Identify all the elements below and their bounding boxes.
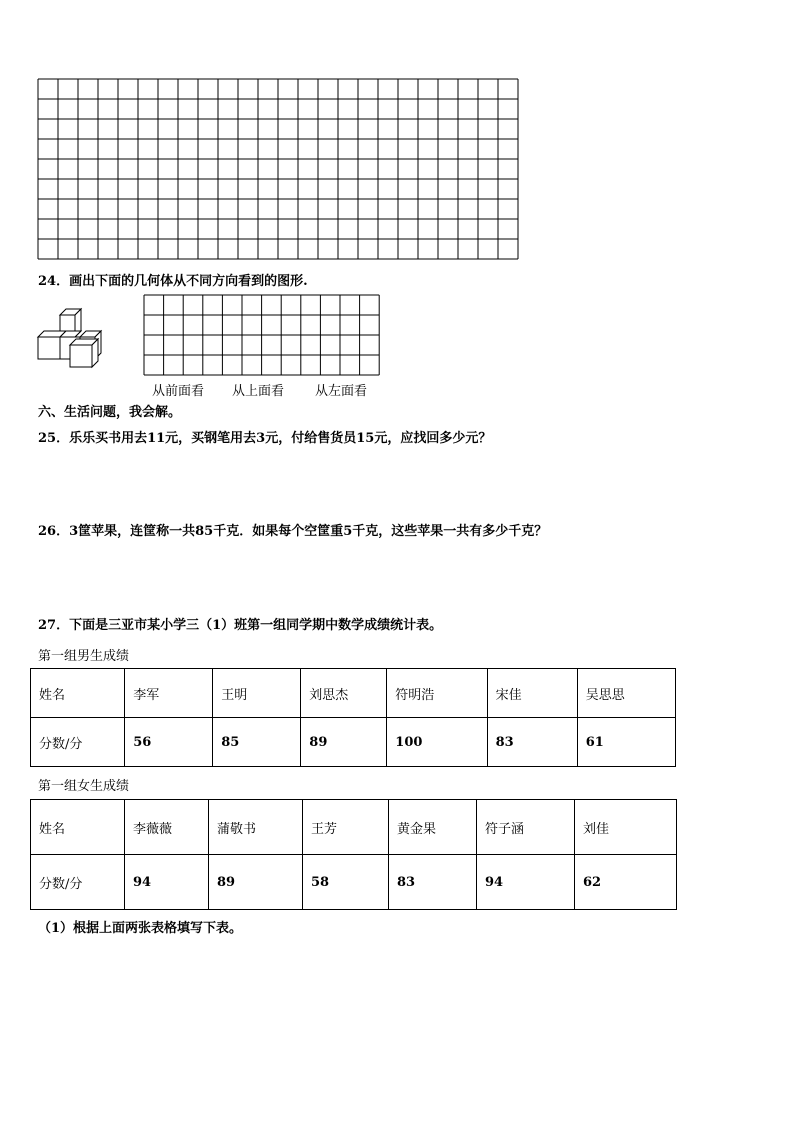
boys-table-title: 第一组男生成绩 bbox=[38, 649, 130, 664]
question-25: 25．乐乐买书用去11元，买钢笔用去3元，付给售货员15元，应找回多少元？ bbox=[38, 431, 492, 446]
question-26: 26．3筐苹果，连筐称一共85千克．如果每个空筐重5千克，这些苹果一共有多少千克？ bbox=[38, 524, 548, 539]
table-cell: 分数/分 bbox=[31, 855, 125, 910]
table-cell: 94 bbox=[125, 855, 209, 910]
table-row bbox=[31, 669, 676, 718]
table-cell: 61 bbox=[577, 718, 675, 767]
table-cell: 58 bbox=[303, 855, 389, 910]
table-cell: 83 bbox=[487, 718, 577, 767]
table-cell: 宋佳 bbox=[487, 669, 577, 718]
table-cell: 89 bbox=[209, 855, 303, 910]
table-cell: 94 bbox=[477, 855, 575, 910]
table-cell: 刘佳 bbox=[575, 800, 677, 855]
view-label-left: 从左面看 bbox=[315, 384, 368, 399]
table-cell: 姓名 bbox=[31, 669, 125, 718]
table-cell: 100 bbox=[387, 718, 487, 767]
table-cell: 85 bbox=[213, 718, 301, 767]
view-label-front: 从前面看 bbox=[152, 384, 205, 399]
table-cell: 89 bbox=[301, 718, 387, 767]
table-cell: 符明浩 bbox=[387, 669, 487, 718]
table-cell: 56 bbox=[125, 718, 213, 767]
question-27: 27．下面是三亚市某小学三（1）班第一组同学期中数学成绩统计表。 bbox=[38, 618, 443, 633]
table-cell: 62 bbox=[575, 855, 677, 910]
views-grid bbox=[140, 290, 390, 380]
table-cell: 蒲敬书 bbox=[209, 800, 303, 855]
table-cell: 姓名 bbox=[31, 800, 125, 855]
girls-table-title: 第一组女生成绩 bbox=[38, 779, 130, 794]
table-row bbox=[31, 718, 676, 767]
table-cell: 黄金果 bbox=[389, 800, 477, 855]
table-cell: 李薇薇 bbox=[125, 800, 209, 855]
answer-grid-large bbox=[0, 0, 794, 270]
table-cell: 李军 bbox=[125, 669, 213, 718]
table-cell: 83 bbox=[389, 855, 477, 910]
table-row bbox=[31, 800, 677, 855]
section-6-heading: 六、生活问题，我会解。 bbox=[38, 405, 182, 420]
boys-score-table bbox=[30, 668, 676, 767]
question-27-sub-1: （1）根据上面两张表格填写下表。 bbox=[38, 921, 243, 936]
table-cell: 刘思杰 bbox=[301, 669, 387, 718]
girls-score-table bbox=[30, 799, 677, 910]
table-cell: 王芳 bbox=[303, 800, 389, 855]
view-label-top: 从上面看 bbox=[232, 384, 285, 399]
cube-figure bbox=[30, 305, 150, 385]
table-cell: 吴思思 bbox=[577, 669, 675, 718]
question-24: 24．画出下面的几何体从不同方向看到的图形. bbox=[38, 274, 308, 289]
table-cell: 分数/分 bbox=[31, 718, 125, 767]
table-cell: 符子涵 bbox=[477, 800, 575, 855]
table-cell: 王明 bbox=[213, 669, 301, 718]
table-row bbox=[31, 855, 677, 910]
